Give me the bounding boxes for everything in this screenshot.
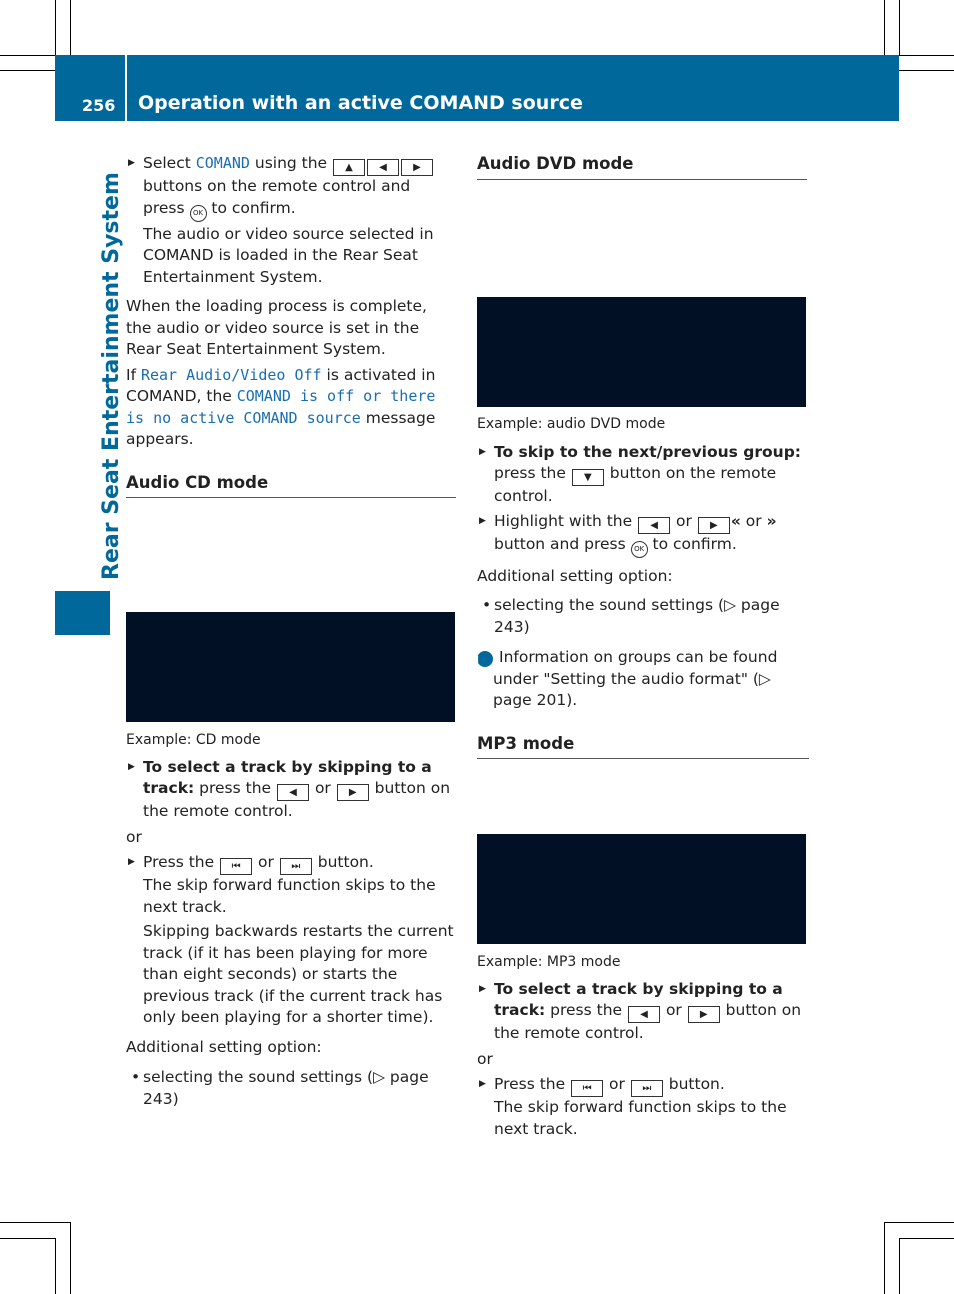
- skip-forward-text: The skip forward function skips to the next track.: [143, 876, 436, 916]
- info-icon: i: [477, 651, 493, 667]
- skip-forward-text-mp3: The skip forward function skips to the next track.: [494, 1098, 787, 1138]
- step-press-skip-mp3: ▶ Press the ⏮ or ⏭ button.: [477, 1074, 809, 1097]
- heading-audio-dvd: Audio DVD mode: [477, 153, 807, 180]
- heading-mp3: MP3 mode: [477, 733, 809, 760]
- additional-setting-dvd: Additional setting option:: [477, 566, 673, 585]
- left-arrow-icon: ◀: [367, 159, 399, 176]
- right-column-lower: [477, 952, 809, 1140]
- mp3-mode-screen: [477, 834, 806, 944]
- left-arrow-icon: ◀: [638, 517, 670, 534]
- step-press-skip: ▶ Press the ⏮ or ⏭ button.: [126, 852, 456, 875]
- skip-forward-icon: ⏭: [631, 1080, 663, 1097]
- left-column-lower: [126, 730, 456, 1110]
- left-arrow-icon: ◀: [628, 1006, 660, 1023]
- skip-back-text: Skipping backwards restarts the current track (if it has been playing for more than eight seconds) or starts the previous track (if the current track has only been playing for a shorter time).: [143, 922, 454, 1026]
- or-line: or: [126, 827, 142, 846]
- paragraph-rear-off: If Rear Audio/Video Off is activated in COMAND, the COMAND is off or there is no active COMAND source message appears.: [126, 365, 436, 448]
- right-arrow-icon: ▶: [688, 1006, 720, 1023]
- right-column: [477, 153, 807, 180]
- right-arrow-icon: ▶: [698, 517, 730, 534]
- ok-button-icon: OK: [631, 541, 648, 558]
- header-divider: [125, 55, 127, 121]
- step-highlight: ▶ Highlight with the ◀ or ▶ « or » button and press OK to confirm.: [477, 511, 809, 558]
- down-arrow-icon: ▼: [572, 469, 604, 486]
- additional-setting: Additional setting option:: [126, 1037, 322, 1056]
- paragraph-loading: When the loading process is complete, the audio or video source is set in the Rear Seat Entertainment System.: [126, 297, 427, 358]
- heading-audio-cd: Audio CD mode: [126, 472, 456, 499]
- skip-back-icon: ⏮: [220, 858, 252, 875]
- up-arrow-icon: ▲: [333, 159, 365, 176]
- info-note: i Information on groups can be found under "Setting the audio format" (▷ page 201).: [474, 648, 778, 709]
- right-column-mid: [474, 414, 809, 759]
- step-skip-group: ▶ To skip to the next/previous group: press the ▼ button on the remote control.: [477, 442, 809, 508]
- side-tab-label: Rear Seat Entertainment System: [99, 172, 124, 580]
- caption-mp3: Example: MP3 mode: [477, 954, 621, 970]
- step-skip-track: ▶ To select a track by skipping to a track: press the ◀ or ▶ button on the remote control.: [126, 757, 456, 823]
- step-select-comand: ▶ Select COMAND using the ▲ ◀ ▶ buttons on the remote control and press OK to confirm.: [126, 153, 456, 222]
- caption-dvd: Example: audio DVD mode: [477, 416, 666, 432]
- left-column: [126, 153, 456, 498]
- dvd-mode-screen: [477, 297, 806, 407]
- step-skip-track-mp3: ▶ To select a track by skipping to a track: press the ◀ or ▶ button on the remote control.: [477, 979, 809, 1045]
- bullet-sound-settings-dvd: • selecting the sound settings (▷ page 243): [477, 595, 809, 638]
- caption-cd: Example: CD mode: [126, 732, 261, 748]
- cd-mode-screen: [126, 612, 455, 722]
- ok-button-icon: OK: [190, 205, 207, 222]
- page-title: Operation with an active COMAND source: [138, 92, 583, 114]
- or-line-mp3: or: [477, 1049, 493, 1068]
- skip-back-icon: ⏮: [571, 1080, 603, 1097]
- right-arrow-icon: ▶: [337, 784, 369, 801]
- bullet-sound-settings: • selecting the sound settings (▷ page 243): [126, 1067, 456, 1110]
- skip-forward-icon: ⏭: [280, 858, 312, 875]
- step-result: The audio or video source selected in COMAND is loaded in the Rear Seat Entertainment System.: [143, 224, 434, 286]
- page-number: 256: [82, 96, 116, 115]
- left-arrow-icon: ◀: [277, 784, 309, 801]
- double-chevron-left-icon: «: [730, 511, 741, 530]
- double-chevron-right-icon: »: [766, 511, 777, 530]
- right-arrow-icon: ▶: [401, 159, 433, 176]
